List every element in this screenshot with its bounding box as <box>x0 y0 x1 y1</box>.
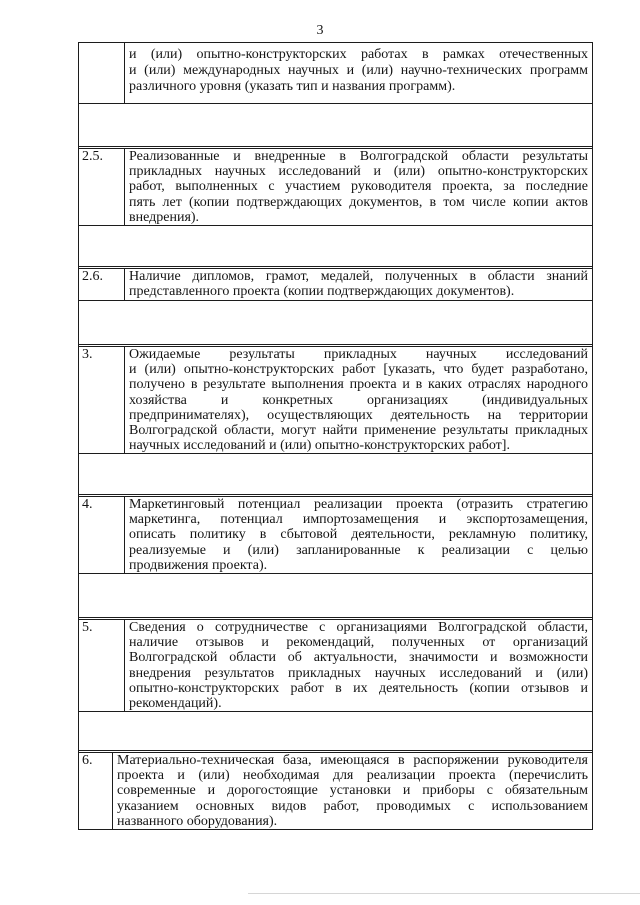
page-number: 3 <box>316 23 324 38</box>
item-number-cell <box>79 43 125 103</box>
item-text <box>125 497 592 573</box>
text-line: и (или) опытно-конструкторских работ [указать, что будет разработано, <box>129 362 588 378</box>
item-text <box>113 753 592 829</box>
blank-answer-row <box>79 573 592 617</box>
item-text <box>125 269 592 300</box>
text-line: Сведения о сотрудничестве с организациями Волгоградской области, <box>129 620 588 635</box>
text-line: наличие отзывов и рекомендаций, полученных от организаций <box>129 635 588 651</box>
text-line: реализуемые и (или) запланированные к реализации с целью <box>129 542 588 558</box>
text-line: современные и дорогостоящие установки и приборы с обязательным <box>117 783 588 799</box>
text-line: Маркетинговый потенциал реализации проекта (отразить стратегию <box>129 497 588 512</box>
text-line: рекомендаций). <box>129 696 222 712</box>
blank-answer-row <box>79 300 592 344</box>
item-text <box>125 620 592 711</box>
text-line: хозяйства и конкретных организациях (индивидуальных <box>129 392 588 408</box>
text-line: названного оборудования). <box>117 813 278 829</box>
item-number: 4. <box>79 497 125 573</box>
text-line: опытно-конструкторских работ в их деятельность (копии отзывов и <box>129 680 588 696</box>
table-row-2-5 <box>79 146 592 225</box>
text-line: пять лет (копии подтверждающих документов, в том числе копии актов <box>129 194 588 210</box>
item-text <box>125 347 592 453</box>
text-line: продвижения проекта). <box>129 557 268 573</box>
text-line: внедрения). <box>129 209 200 225</box>
blank-answer-row <box>79 103 592 146</box>
table-row-continuation <box>79 42 592 103</box>
text-line: научных исследований и (или) опытно-конструкторских работ]. <box>129 438 510 454</box>
text-line: внедрения результатов прикладных научных исследований и (или) <box>129 665 588 681</box>
table-row-5 <box>79 617 592 711</box>
text-line: Волгоградской области об актуальности, значимости и возможности <box>129 650 588 666</box>
text-line: проекта и (или) необходимая для реализации проекта (перечислить <box>117 768 588 784</box>
text-line: Материально-техническая база, имеющаяся в распоряжении руководителя <box>117 753 588 768</box>
item-text <box>125 43 592 103</box>
text-line: Наличие дипломов, грамот, медалей, полученных в области знаний <box>129 269 588 284</box>
text-line: получено в результате выполнения проекта и в каких отраслях народного <box>129 377 588 393</box>
table-row-3 <box>79 344 592 453</box>
text-line: указанием основных видов работ, проводимых с использованием <box>117 798 588 814</box>
item-number: 2.5. <box>79 149 125 225</box>
table-row-4 <box>79 494 592 573</box>
text-line: и (или) международных научных и (или) научно-технических программ <box>129 63 588 79</box>
item-number: 2.6. <box>79 269 125 300</box>
table-row-6 <box>79 750 592 830</box>
text-line: работ, выполненных с участием руководителя проекта, за последние <box>129 179 588 195</box>
blank-answer-row <box>79 711 592 750</box>
text-line: различного уровня (указать тип и названия программ). <box>129 79 456 95</box>
text-line: предпринимателях), осуществляющих деятельность на территории <box>129 407 588 423</box>
item-text <box>125 149 592 225</box>
requirements-table <box>78 42 593 830</box>
table-row-2-6 <box>79 266 592 300</box>
text-line: описать политику в сбытовой деятельности, рекламную политику, <box>129 527 588 543</box>
item-number: 5. <box>79 620 125 711</box>
text-line: представленного проекта (копии подтверждающих документов). <box>129 284 515 300</box>
item-number: 3. <box>79 347 125 453</box>
text-line: Ожидаемые результаты прикладных научных исследований <box>129 347 588 362</box>
text-line: прикладных научных исследований и (или) опытно-конструкторских <box>129 164 588 180</box>
item-number: 6. <box>79 753 113 829</box>
blank-answer-row <box>79 225 592 266</box>
blank-answer-row <box>79 453 592 494</box>
text-line: и (или) опытно-конструкторских работах в рамках отечественных <box>129 47 588 62</box>
text-line: Реализованные и внедренные в Волгоградской области результаты <box>129 149 588 164</box>
text-line: маркетинга, потенциал импортозамещения и экспортозамещения, <box>129 512 588 528</box>
text-line: Волгоградской области, могут найти применение результаты прикладных <box>129 423 588 439</box>
scan-edge-line <box>248 893 640 894</box>
